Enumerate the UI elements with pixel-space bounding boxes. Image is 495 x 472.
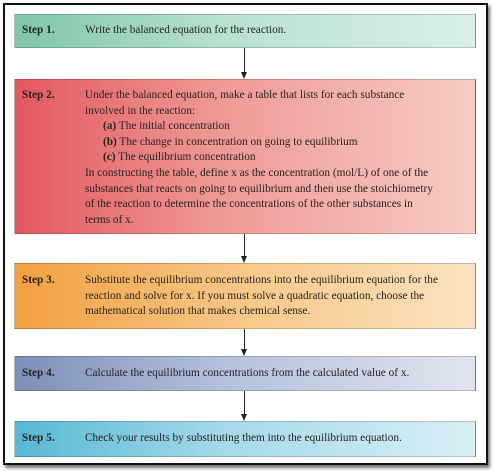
step-3-text-line: Substitute the equilibrium concentrations into the equilibrium equation for the	[85, 274, 438, 286]
item-text: The change in concentration on going to equilibrium	[116, 135, 358, 148]
item-marker: (b)	[103, 135, 117, 148]
step-3-label: Step 3.	[22, 274, 55, 286]
arrow-2-to-3	[240, 234, 250, 263]
arrow-3-to-4	[240, 329, 250, 356]
item-text: The equilibrium concentration	[115, 151, 256, 164]
step-2-item-c	[85, 150, 469, 166]
step-3-text-line: reaction and solve for x. If you must solve a quadratic equation, choose the	[85, 289, 425, 302]
step-2-body-line: In constructing the table, define x as the concentration (mol/L) of one of the	[85, 166, 429, 179]
step-1-box	[14, 14, 476, 48]
arrow-1-to-2	[240, 48, 250, 79]
step-2-intro-line: Under the balanced equation, make a table that lists for each substance	[85, 89, 405, 101]
step-2-body-line: of the reaction to determine the concentrations of the other substances in	[85, 198, 413, 211]
step-4-box	[14, 356, 476, 391]
step-2-body-line: substances that reacts on going to equilibrium and then use the stoichiometry	[85, 182, 433, 195]
item-marker: (c)	[103, 151, 116, 164]
step-2-item-b	[85, 135, 469, 151]
step-5-box	[14, 421, 476, 457]
step-5-text: Check your results by substituting them into the equilibrium equation.	[85, 432, 402, 444]
item-marker: (a)	[103, 120, 117, 133]
step-3-text-line: mathematical solution that makes chemical sense.	[85, 305, 311, 318]
item-text: The initial concentration	[116, 120, 230, 133]
step-4-text: Calculate the equilibrium concentrations from the calculated value of x.	[85, 367, 410, 379]
step-5-label: Step 5.	[22, 432, 55, 444]
step-2-label: Step 2.	[22, 89, 55, 101]
step-2-body-line: terms of x.	[85, 213, 134, 226]
arrow-4-to-5	[240, 391, 250, 421]
step-2-item-a	[85, 119, 469, 135]
step-3-box	[14, 263, 476, 329]
step-2-intro-line: involved in the reaction:	[85, 104, 196, 117]
step-2-box	[14, 79, 476, 234]
step-1-label: Step 1.	[22, 24, 55, 36]
step-1-text: Write the balanced equation for the reaction.	[85, 24, 287, 36]
step-4-label: Step 4.	[22, 367, 55, 379]
